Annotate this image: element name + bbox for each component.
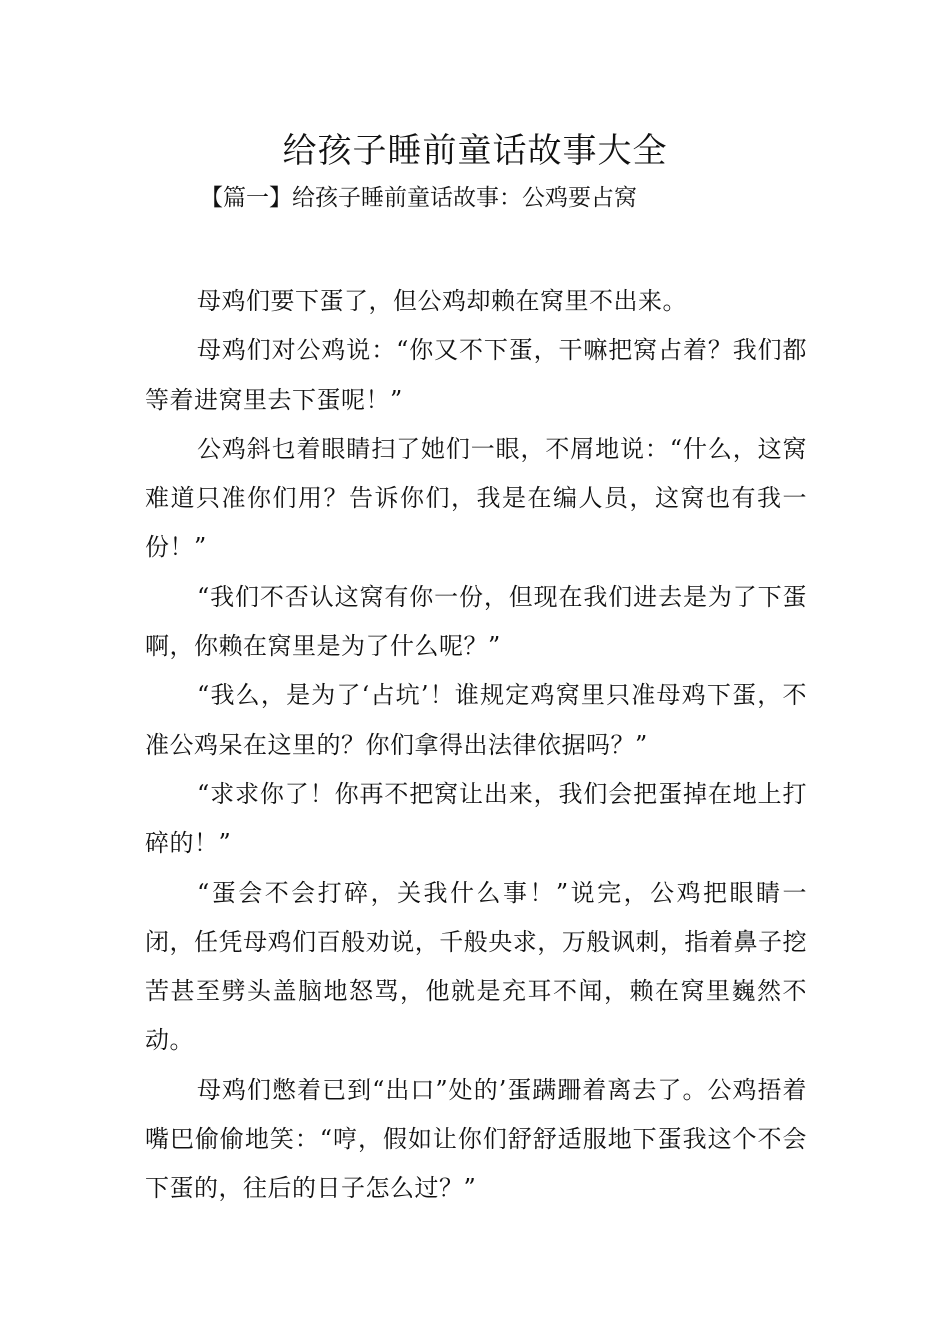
paragraph-6: “求求你了！你再不把窝让出来，我们会把蛋掉在地上打碎的！” (145, 779, 807, 858)
section-heading: 【篇一】给孩子睡前童话故事：公鸡要占窝 (200, 185, 637, 211)
document-title: 给孩子睡前童话故事大全 (282, 131, 668, 171)
paragraph-1: 母鸡们要下蛋了，但公鸡却赖在窝里不出来。 (197, 287, 687, 315)
paragraph-3: 公鸡斜乜着眼睛扫了她们一眼，不屑地说：“什么，这窝难道只准你们用？告诉你们，我是在编人员，这窝也有我一份！” (145, 434, 807, 562)
paragraph-7: “蛋会不会打碎，关我什么事！”说完，公鸡把眼睛一闭，任凭母鸡们百般劝说，千般央求，万般讽刺，指着鼻子挖苦甚至劈头盖脑地怒骂，他就是充耳不闻，赖在窝里巍然不动。 (145, 878, 807, 1055)
story-body (145, 277, 807, 1214)
paragraph-4: “我们不否认这窝有你一份，但现在我们进去是为了下蛋啊，你赖在窝里是为了什么呢？” (145, 582, 807, 661)
paragraph-8: 母鸡们憋着已到“出口”处的’蛋蹒跚着离去了。公鸡捂着嘴巴偷偷地笑：“哼，假如让你们舒舒适服地下蛋我这个不会下蛋的，往后的日子怎么过？” (145, 1075, 807, 1203)
paragraph-2: 母鸡们对公鸡说：“你又不下蛋，干嘛把窝占着？我们都等着进窝里去下蛋呢！” (145, 336, 807, 414)
paragraph-5: “我么，是为了‘占坑’！谁规定鸡窝里只准母鸡下蛋，不准公鸡呆在这里的？你们拿得出法律依据吗？” (145, 681, 807, 759)
